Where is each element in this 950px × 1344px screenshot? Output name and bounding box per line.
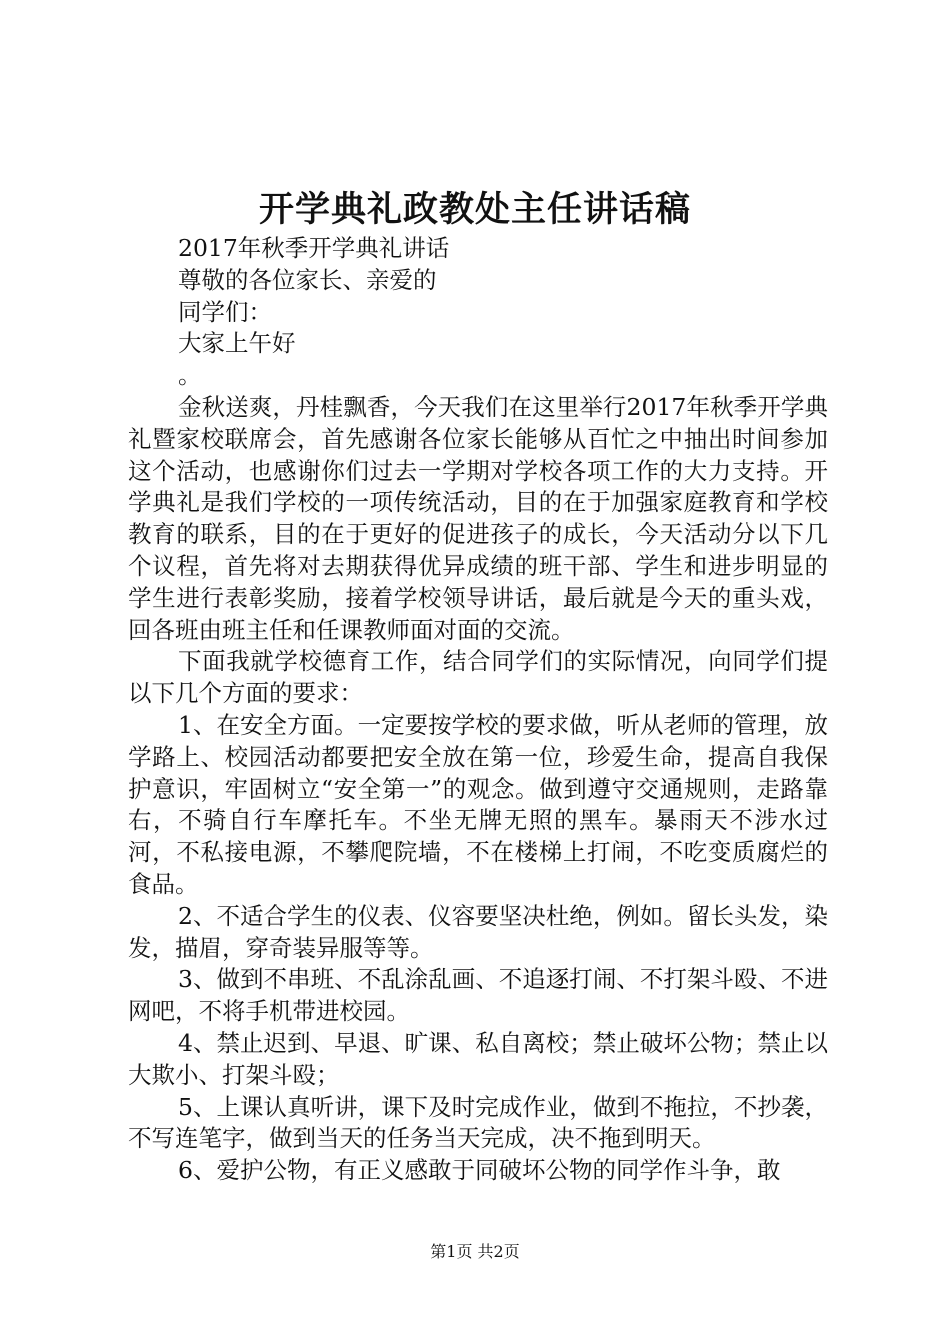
document-body <box>128 233 828 1187</box>
greeting-line: 大家上午好 <box>178 329 296 358</box>
speech-subtitle: 2017年秋季开学典礼讲话 <box>178 234 450 262</box>
paragraph-intro-requirements: 下面我就学校德育工作，结合同学们的实际情况，向同学们提以下几个方面的要求： <box>128 647 828 708</box>
requirement-item-1: 1、在安全方面。一定要按学校的要求做，听从老师的管理，放学路上、校园活动都要把安全放在第一位，珍爱生命，提高自我保护意识，牢固树立“安全第一”的观念。做到遵守交通规则，走路靠右，不骑自行车摩托车。不坐无牌无照的黑车。暴雨天不涉水过河，不私接电源，不攀爬院墙，不在楼梯上打闹，不吃变质腐烂的食品。 <box>128 710 828 898</box>
requirement-item-6: 6、爱护公物，有正义感敢于同破坏公物的同学作斗争，敢 <box>178 1156 781 1185</box>
greeting-punctuation: 。 <box>178 361 202 390</box>
page-footer: 第1页 共2页 <box>430 1242 520 1261</box>
document-title: 开学典礼政教处主任讲话稿 <box>258 189 691 230</box>
paragraph-opening: 金秋送爽，丹桂飘香，今天我们在这里举行2017年秋季开学典礼暨家校联席会，首先感谢各位家长能够从百忙之中抽出时间参加这个活动，也感谢你们过去一学期对学校各项工作的大力支持。开学典礼是我们学校的一项传统活动，目的在于加强家庭教育和学校教育的联系，目的在于更好的促进孩子的成长，今天活动分以下几个议程，首先将对去期获得优异成绩的班干部、学生和进步明显的学生进行表彰奖励，接着学校领导讲话，最后就是今天的重头戏，回各班由班主任和任课教师面对面的交流。 <box>128 392 828 644</box>
requirement-item-5: 5、上课认真听讲，课下及时完成作业，做到不拖拉，不抄袭，不写连笔字，做到当天的任务当天完成，决不拖到明天。 <box>128 1092 828 1153</box>
salutation-line-2: 同学们： <box>178 297 272 326</box>
requirement-item-4: 4、禁止迟到、早退、旷课、私自离校；禁止破坏公物；禁止以大欺小、打架斗殴； <box>128 1028 828 1089</box>
requirement-item-3: 3、做到不串班、不乱涂乱画、不追逐打闹、不打架斗殴、不进网吧，不将手机带进校园。 <box>128 965 828 1026</box>
salutation-line-1: 尊敬的各位家长、亲爱的 <box>178 265 437 294</box>
requirement-item-2: 2、不适合学生的仪表、仪容要坚决杜绝，例如。留长头发，染发，描眉，穿奇装异服等等。 <box>128 901 828 962</box>
